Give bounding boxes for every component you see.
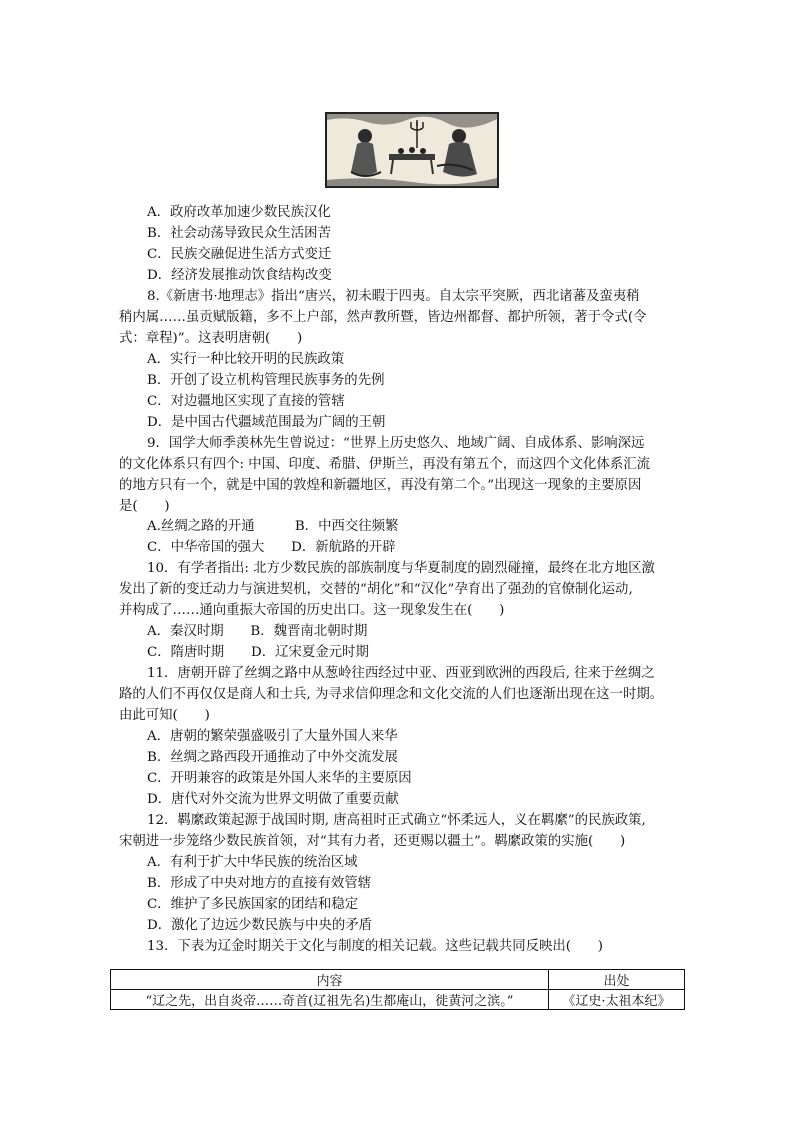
q7-option-b: B．社会动荡导致民众生活困苦 — [147, 226, 331, 241]
q12-option-b: B．形成了中央对地方的直接有效管辖 — [147, 876, 372, 891]
q8-stem-line-3: 式：章程)”。这表明唐朝( ) — [119, 331, 303, 346]
q7-option-d: D．经济发展推动饮食结构改变 — [147, 268, 332, 283]
mural-illustration — [327, 114, 497, 186]
q13-source-table — [110, 969, 685, 1010]
q12-option-d: D．激化了边远少数民族与中央的矛盾 — [147, 918, 372, 933]
q8-stem-line-2: 稍内属……虽贡赋版籍，多不上户部，然声教所暨，皆边州都督、都护所领，著于令式(令 — [119, 310, 647, 325]
q9-stem-line-1: 9．国学大师季羡林先生曾说过：“世界上历史悠久、地域广阔、自成体系、影响深远 — [147, 436, 645, 451]
q11-option-c: C．开明兼容的政策是外国人来华的主要原因 — [147, 771, 412, 786]
table-header-source: 出处 — [548, 970, 684, 990]
q9-stem-line-2: 的文化体系只有四个: 中国、印度、希腊、伊斯兰，再没有第五个，而这四个文化体系汇流 — [119, 457, 650, 472]
table-row — [111, 990, 685, 1010]
table-header-row — [111, 970, 685, 990]
q10-stem-line-1: 10．有学者指出: 北方少数民族的部族制度与华夏制度的剧烈碰撞，最终在北方地区激 — [147, 561, 655, 576]
q8-option-d: D．是中国古代疆域范围最为广阔的王朝 — [147, 415, 386, 430]
q8-option-b: B．开创了设立机构管理民族事务的先例 — [147, 373, 385, 388]
q11-option-a: A．唐朝的繁荣强盛吸引了大量外国人来华 — [147, 729, 398, 744]
q12-stem-line-1: 12．羁縻政策起源于战国时期, 唐高祖时正式确立“怀柔远人，义在羁縻”的民族政策, — [147, 813, 646, 828]
q11-stem-line-2: 路的人们不再仅仅是商人和士兵, 为寻求信仰理念和文化交流的人们也逐渐出现在这一时期。 — [119, 687, 664, 702]
q8-option-a: A．实行一种比较开明的民族政策 — [147, 352, 345, 367]
q12-option-c: C．维护了多民族国家的团结和稳定 — [147, 897, 359, 912]
historical-mural-image — [325, 112, 499, 188]
q13-stem: 13．下表为辽金时期关于文化与制度的相关记载。这些记载共同反映出( ) — [147, 939, 603, 954]
q9-options-row-1: A.丝绸之路的开通 B．中西交往频繁 — [147, 519, 399, 534]
q9-stem-line-4: 是( ) — [119, 499, 170, 514]
table-cell-source: 《辽史·太祖本纪》 — [548, 990, 684, 1010]
q12-stem-line-2: 宋朝进一步笼络少数民族首领，对“其有力者，还更赐以疆土”。羁縻政策的实施( ) — [119, 834, 626, 849]
table-header-content: 内容 — [111, 970, 549, 990]
q9-stem-line-3: 的地方只有一个，就是中国的敦煌和新疆地区，再没有第二个。”出现这一现象的主要原因 — [119, 478, 642, 493]
q10-stem-line-2: 发出了新的变迁动力与演进契机，交替的“胡化”和“汉化”孕育出了强劲的官僚制化运动, — [119, 582, 633, 597]
q11-option-b: B．丝绸之路西段开通推动了中外交流发展 — [147, 750, 398, 765]
q9-options-row-2: C．中华帝国的强大 D．新航路的开辟 — [147, 540, 396, 555]
table-cell-content: “辽之先，出自炎帝……奇首(辽祖先名)生都庵山，徙黄河之滨。” — [111, 990, 549, 1010]
q11-stem-line-3: 由此可知( ) — [119, 708, 210, 723]
q7-option-a: A．政府改革加速少数民族汉化 — [147, 205, 331, 220]
q12-option-a: A．有利于扩大中华民族的统治区域 — [147, 855, 358, 870]
q8-stem-line-1: 8.《新唐书·地理志》指出“唐兴，初未暇于四夷。自太宗平突厥，西北诸蕃及蛮夷稍 — [147, 289, 640, 304]
q10-stem-line-3: 并构成了……通向重振大帝国的历史出口。这一现象发生在( ) — [119, 603, 505, 618]
q10-options-row-2: C．隋唐时期 D．辽宋夏金元时期 — [147, 645, 369, 660]
q11-stem-line-1: 11．唐朝开辟了丝绸之路中从葱岭往西经过中亚、西亚到欧洲的西段后, 往来于丝绸之 — [147, 666, 655, 681]
q11-option-d: D．唐代对外交流为世界文明做了重要贡献 — [147, 792, 399, 807]
q7-option-c: C．民族交融促进生活方式变迁 — [147, 247, 332, 262]
q10-options-row-1: A．秦汉时期 B．魏晋南北朝时期 — [147, 624, 368, 639]
q8-option-c: C．对边疆地区实现了直接的管辖 — [147, 394, 345, 409]
